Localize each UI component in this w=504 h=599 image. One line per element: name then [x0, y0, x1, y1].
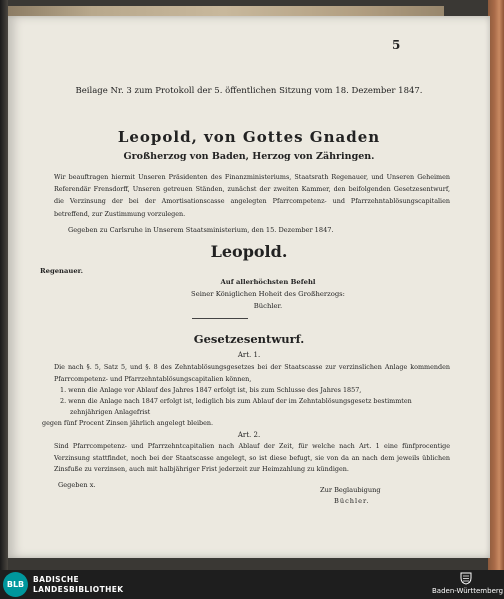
region-label: Baden-Württemberg — [432, 587, 504, 595]
article-1-conclusion: gegen fünf Procent Zinsen jährlich angelegt bleiben. — [42, 419, 214, 427]
certification-signature: Büchler. — [334, 497, 370, 505]
command-line-1: Auf allerhöchsten Befehl — [220, 278, 316, 286]
intro-paragraph: Wir beauftragen hiermit Unseren Präsidenten des Finanzministeriums, Staatsrath Regenauer, und Unseren Geheimen Referendär Frensdorff, Unseren getreuen Ständen, zunächst der zweiten Kammer, den beifolgenden Gesetzesentwurf, die Verzinsung der bei der Amortisationscasse angelegten Pfarrcompetenz- und Pfarrzehntablösungscapitalien betreffend, zur Zustimmung vorzulegen. — [54, 173, 450, 218]
section-heading: Gesetzesentwurf. — [193, 332, 305, 346]
given-placeholder: Gegeben x. — [58, 481, 96, 489]
book-spine — [0, 0, 8, 570]
article-2-label: Art. 2. — [237, 431, 261, 439]
article-2-text: Sind Pfarrcompetenz- und Pfarrzehntcapitalien nach Ablauf der Zeit, für welche nach Art. 1 eine fünfprocentige Verzinsung stattfindet, noch bei der Staatscasse angelegt, so ist diese befugt, sie von da an nach dem jeweils üblichen Zinsfuße zu verzinsen, auch mit halbjähriger Frist jederzeit zur Heimzahlung zu kündigen. — [54, 442, 450, 473]
article-1-text: Die nach §. 5, Satz 5, und §. 8 des Zehntablösungsgesetzes bei der Staatscasse zur verzinslichen Anlage kommenden Pfarrcompetenz- und Pfarrzehntablösungscapitalien können, — [54, 363, 450, 383]
article-1-label: Art. 1. — [237, 351, 261, 359]
command-line-3: Büchler. — [253, 302, 283, 310]
document-title: Leopold, von Gottes Gnaden — [117, 128, 381, 146]
article-1-item-2: 2. wenn die Anlage nach 1847 erfolgt ist, lediglich bis zum Ablauf der im Zehntablösungsgesetz bestimmten — [60, 397, 412, 405]
supplement-line: Beilage Nr. 3 zum Protokoll der 5. öffentlichen Sitzung vom 18. Dezember 1847. — [75, 86, 423, 96]
document-subtitle: Großherzog von Baden, Herzog von Zähringen. — [123, 151, 375, 162]
article-1-item-2-continuation: zehnjährigen Anlagefrist — [70, 408, 151, 416]
royal-signature: Leopold. — [210, 242, 288, 261]
coat-of-arms-icon — [459, 571, 473, 585]
library-name-line-1: BADISCHE — [33, 575, 80, 584]
given-at-line: Gegeben zu Carlsruhe in Unserem Staatsministerium, den 15. Dezember 1847. — [68, 226, 334, 234]
minister-signature: Regenauer. — [40, 267, 83, 275]
page-number: 5 — [392, 38, 401, 52]
article-1-item-1: 1. wenn die Anlage vor Ablauf des Jahres 1847 erfolgt ist, bis zum Schlusse des Jahres 1857, — [60, 386, 362, 394]
command-line-2: Seiner Königlichen Hoheit des Großherzogs: — [191, 290, 345, 298]
section-divider — [192, 318, 248, 319]
document-page — [8, 16, 490, 558]
blb-logo-icon[interactable]: BLB — [3, 572, 28, 597]
library-footer — [0, 570, 504, 599]
certification-label: Zur Beglaubigung — [320, 486, 381, 494]
library-name-line-2: LANDESBIBLIOTHEK — [33, 585, 124, 594]
